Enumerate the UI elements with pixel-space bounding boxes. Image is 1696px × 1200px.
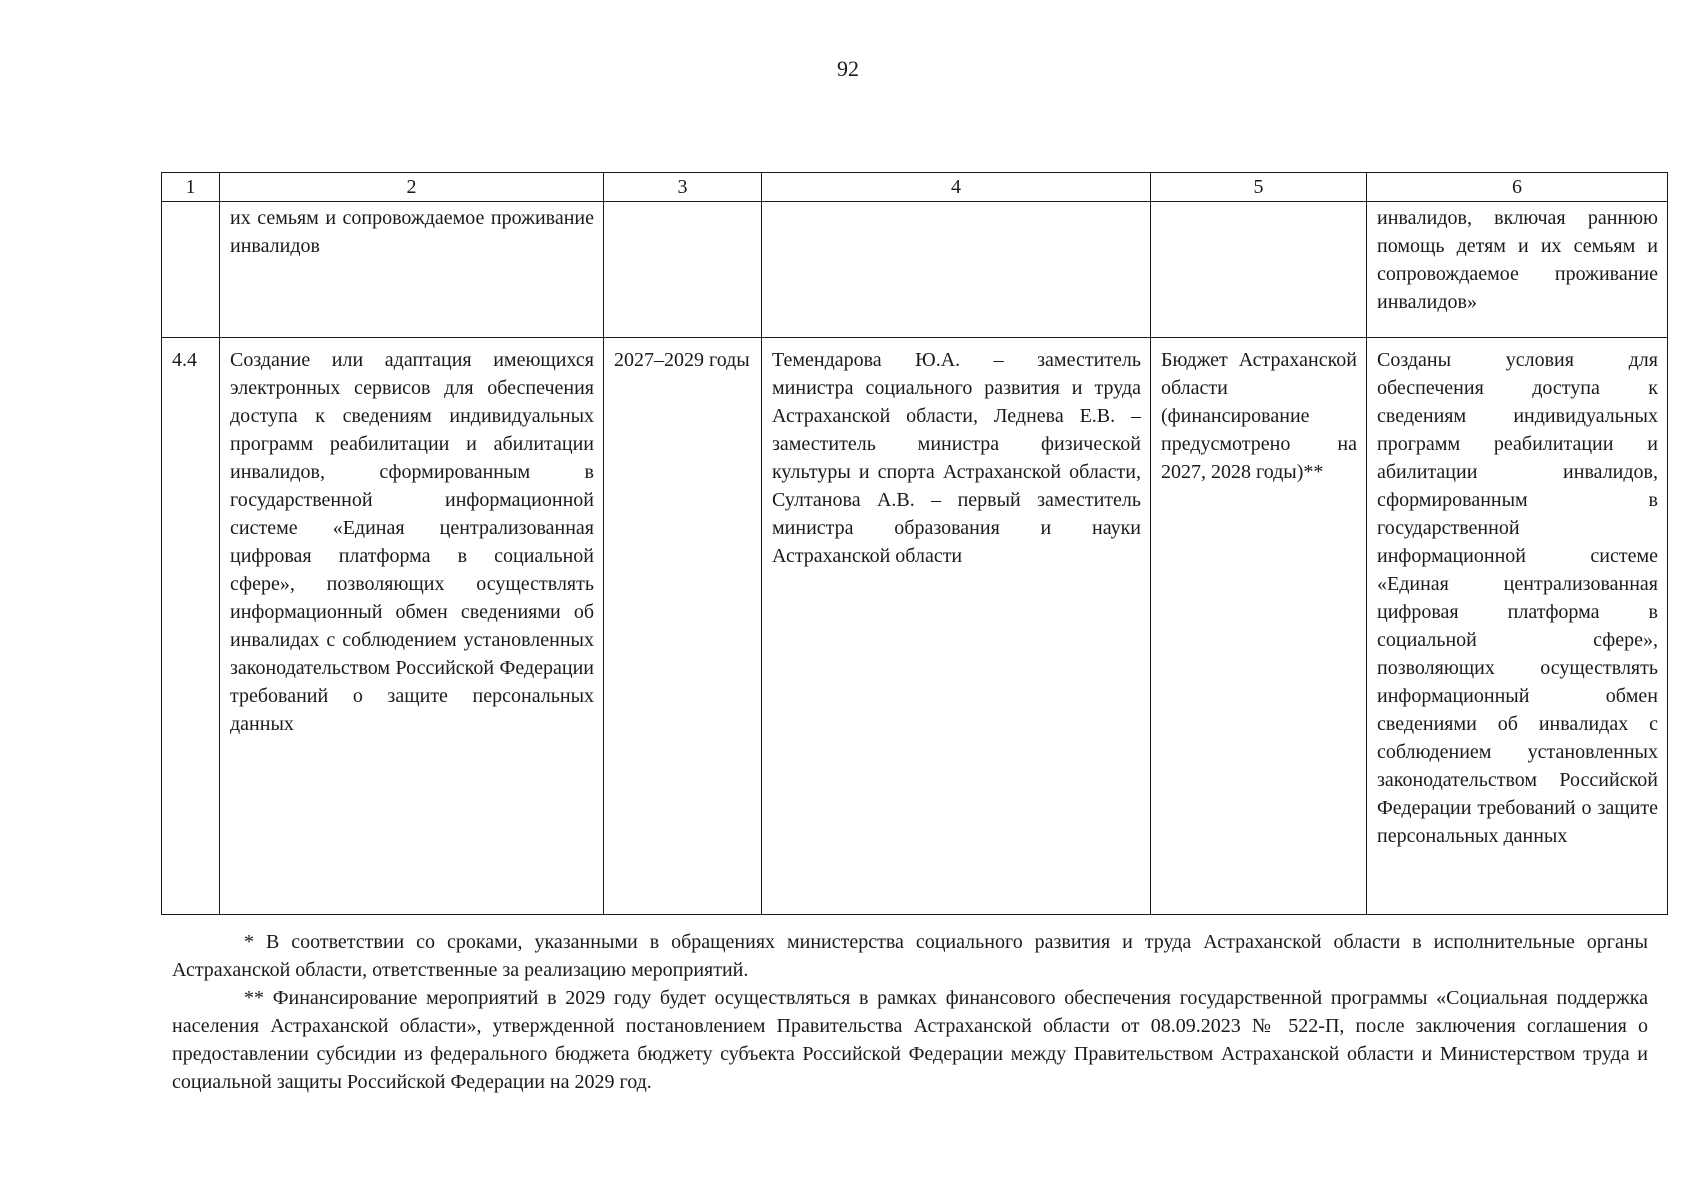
table-row-4-4 (162, 338, 1668, 915)
cell-result: Созданы условия для обеспечения доступа к сведениям индивидуальных программ реабилитации и абилитации инвалидов, сформированным в государственной информационной системе «Единая централизованная цифровая платформа в социальной сфере», позволяющих осуществлять информационный обмен сведениями об инвалидах с соблюдением установленных законодательством Российской Федерации требований о защите персональных данных (1367, 338, 1668, 915)
cell-responsible (762, 202, 1151, 338)
column-header-5: 5 (1151, 173, 1367, 202)
cell-description: Создание или адаптация имеющихся электронных сервисов для обеспечения доступа к сведениям индивидуальных программ реабилитации и абилитации инвалидов, сформированным в государственной информационной системе «Единая централизованная цифровая платформа в социальной сфере», позволяющих осуществлять информационный обмен сведениями об инвалидах с соблюдением установленных законодательством Российской Федерации требований о защите персональных данных (220, 338, 604, 915)
column-header-3: 3 (604, 173, 762, 202)
page-number: 92 (837, 56, 859, 81)
column-header-4: 4 (762, 173, 1151, 202)
cell-result: инвалидов, включая раннюю помощь детям и их семьям и сопровождаемое проживание инвалидов» (1367, 202, 1668, 338)
cell-responsible: Темендарова Ю.А. – заместитель министра социального развития и труда Астраханской области, Леднева Е.В. – заместитель министра физической культуры и спорта Астраханской области, Султанова А.В. – первый заместитель министра образования и науки Астраханской области (762, 338, 1151, 915)
footnotes (172, 928, 1648, 1096)
cell-description: их семьям и сопровождаемое проживание инвалидов (220, 202, 604, 338)
column-header-1: 1 (162, 173, 220, 202)
table-row-continuation (162, 202, 1668, 338)
footnote-2: ** Финансирование мероприятий в 2029 году будет осуществляться в рамках финансового обеспечения государственной программы «Социальная поддержка населения Астраханской области», утвержденной постановлением Правительства Астраханской области от 08.09.2023 № 522-П, после заключения соглашения о предоставлении субсидии из федерального бюджета бюджету субъекта Российской Федерации между Правительством Астраханской области и Министерством труда и социальной защиты Российской Федерации на 2029 год. (172, 987, 1648, 1093)
measures-table (161, 172, 1668, 915)
table-header-row (162, 173, 1668, 202)
column-header-6: 6 (1367, 173, 1668, 202)
cell-period: 2027–2029 годы (604, 338, 762, 915)
column-header-2: 2 (220, 173, 604, 202)
footnote-1: * В соответствии со сроками, указанными в обращениях министерства социального развития и труда Астраханской области в исполнительные органы Астраханской области, ответственные за реализацию мероприятий. (172, 931, 1648, 981)
cell-funding (1151, 202, 1367, 338)
cell-period (604, 202, 762, 338)
cell-number: 4.4 (162, 338, 220, 915)
cell-number (162, 202, 220, 338)
cell-funding: Бюджет Астраханской области (финансирование предусмотрено на 2027, 2028 годы)** (1151, 338, 1367, 915)
